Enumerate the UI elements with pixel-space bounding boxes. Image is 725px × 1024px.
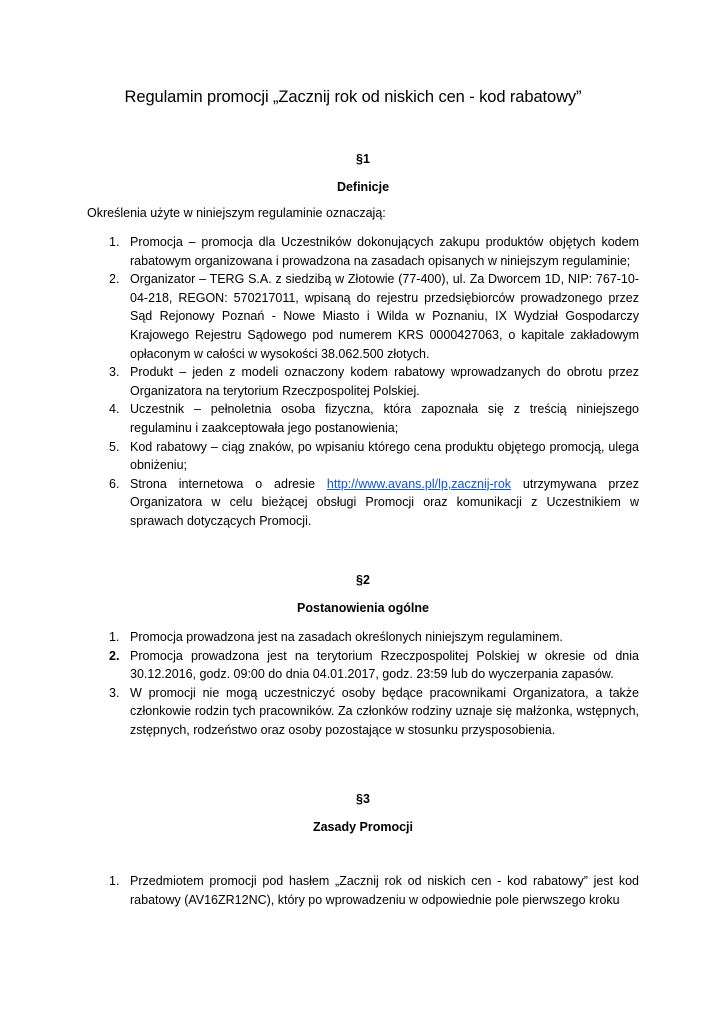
section3-number: §3	[356, 792, 370, 806]
list-item-text: Promocja – promocja dla Uczestników dokonujących zakupu produktów objętych kodem rabatowym organizowana i prowadzona na zasadach opisanych w niniejszym regulaminie;	[130, 235, 639, 268]
list-item-number: 1.	[109, 874, 120, 888]
website-link[interactable]: http://www.avans.pl/lp,zacznij-rok	[326, 476, 512, 491]
list-item-text: Uczestnik – pełnoletnia osoba fizyczna, która zapoznała się z treścią niniejszego regulaminu i zaakceptowała jego postanowienia;	[130, 402, 639, 435]
list-item-number: 2.	[109, 272, 120, 287]
list-item-number: 2.	[109, 648, 120, 663]
section1-intro: Określenia użyte w niniejszym regulaminie oznaczają:	[87, 206, 386, 220]
list-item-text: Kod rabatowy – ciąg znaków, po wpisaniu którego cena produktu objętego promocją, ulega obniżeniu;	[130, 439, 639, 473]
section1-list	[87, 233, 639, 531]
section1-number: §1	[356, 152, 370, 166]
list-item	[87, 363, 639, 400]
list-item-text-after: utrzymywana przez Organizatora w celu bieżącej obsługi Promocji oraz komunikacji z Uczestnikiem w sprawach dotyczących Promocji.	[130, 476, 639, 528]
list-item-text-before: Strona internetowa o adresie	[130, 476, 327, 491]
document-title: Regulamin promocji „Zacznij rok od niskich cen - kod rabatowy”	[124, 88, 582, 106]
list-item	[87, 400, 639, 437]
list-item-text: Produkt – jeden z modeli oznaczony kodem rabatowy wprowadzanych do obrotu przez Organizatora na terytorium Rzeczpospolitej Polskiej.	[130, 365, 639, 398]
section2-list	[87, 628, 639, 740]
list-item	[87, 684, 639, 740]
list-item-text: Promocja prowadzona jest na terytorium Rzeczpospolitej Polskiej w okresie od dnia 30.12.2016, godz. 09:00 do dnia 04.01.2017, godz. 23:59 lub do wyczerpania zapasów.	[130, 648, 639, 682]
list-item-text: Promocja prowadzona jest na zasadach określonych niniejszym regulaminem.	[130, 630, 563, 644]
list-item-number: 6.	[109, 476, 120, 491]
list-item	[87, 438, 639, 475]
list-item-text: Organizator – TERG S.A. z siedzibą w Złotowie (77-400), ul. Za Dworcem 1D, NIP: 767-10-04-218, REGON: 570217011, wpisaną do rejestru przedsiębiorców prowadzonego przez Sąd Rejonowy Poznań - Nowe Miasto i Wilda w Poznaniu, IX Wydział Gospodarczy Krajowego Rejestru Sądowego pod numerem KRS 0000427063, o kapitale zakładowym opłaconym w całości w wysokości 38.062.500 złotych.	[130, 272, 639, 361]
section1-name: Definicje	[336, 180, 390, 194]
section3-list	[87, 872, 639, 909]
list-item-number: 1.	[109, 630, 120, 644]
list-item-number: 3.	[109, 365, 120, 380]
list-item-text: W promocji nie mogą uczestniczyć osoby będące pracownikami Organizatora, a także członkowie rodzin tych pracowników. Za członków rodziny uznaje się małżonka, wstępnych, zstępnych, rodzeństwo oraz osoby pozostające w stosunku przysposobienia.	[130, 685, 639, 737]
list-item	[87, 233, 639, 270]
section3-name: Zasady Promocji	[312, 820, 414, 834]
list-item	[87, 872, 639, 909]
section2-name: Postanowienia ogólne	[297, 601, 429, 615]
list-item	[87, 270, 639, 363]
list-item	[87, 647, 639, 684]
list-item-text: Przedmiotem promocji pod hasłem „Zacznij rok od niskich cen - kod rabatowy” jest kod rabatowy (AV16ZR12NC), który po wprowadzeniu w odpowiednie pole pierwszego kroku	[130, 874, 639, 907]
list-item	[87, 475, 639, 531]
section2-number: §2	[356, 573, 370, 587]
list-item-number: 5.	[109, 439, 120, 454]
list-item-number: 4.	[109, 402, 120, 417]
list-item	[87, 628, 639, 647]
list-item-number: 3.	[109, 685, 120, 700]
list-item-number: 1.	[109, 235, 120, 249]
